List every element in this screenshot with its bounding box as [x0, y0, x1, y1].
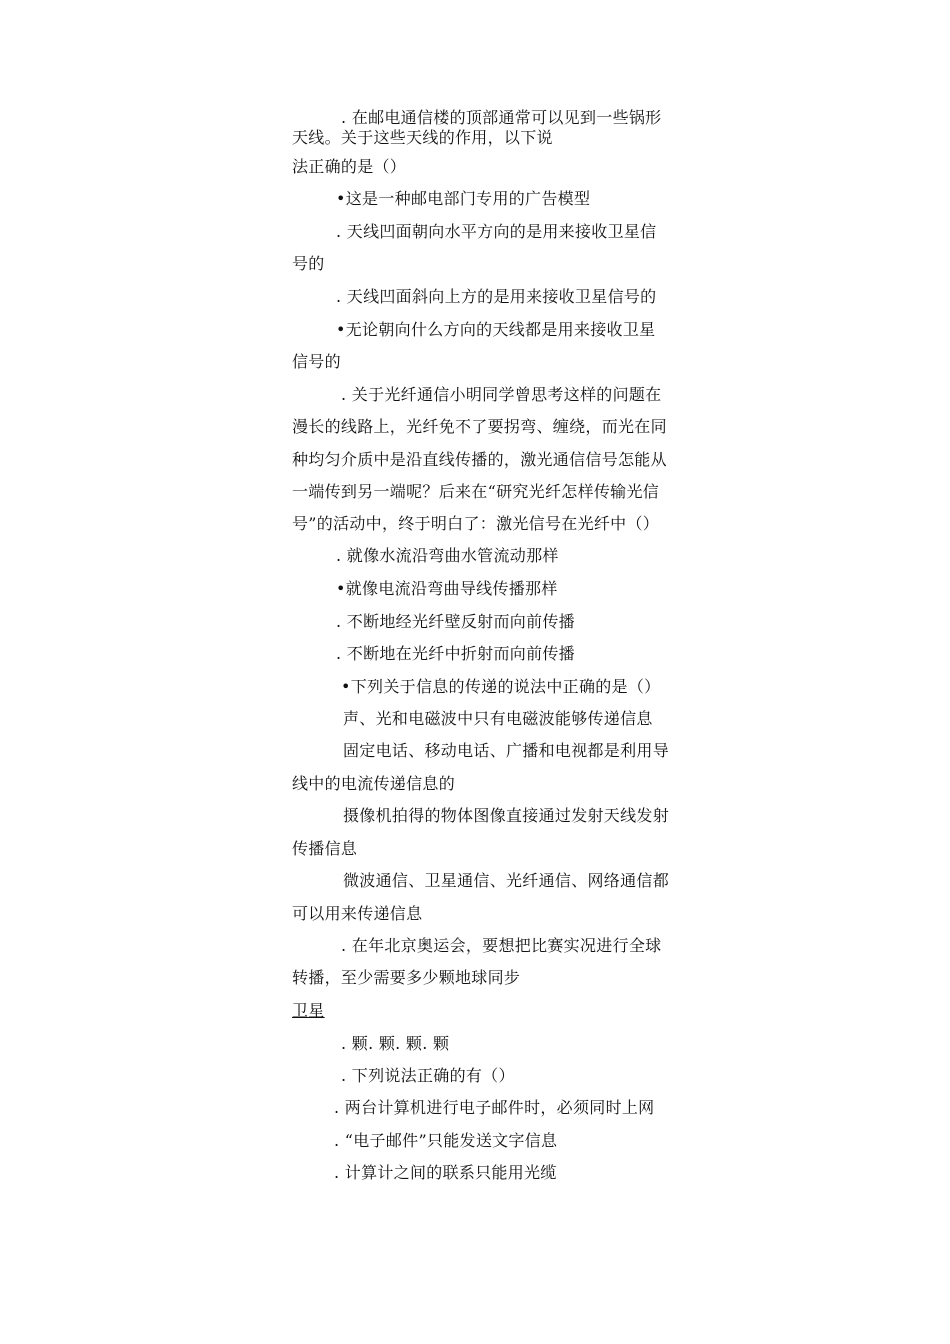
q1-stem-line-2: 天线。关于这些天线的作用，以下说	[292, 128, 553, 147]
q3-option-d-line-2: 可以用来传递信息	[292, 904, 423, 923]
q5-option-c: . 计算计之间的联系只能用光缆	[334, 1163, 557, 1182]
q3-option-b-line-1: 固定电话、移动电话、广播和电视都是利用导	[343, 741, 670, 760]
q2-stem-line-3: 种均匀介质中是沿直线传播的，激光通信信号怎能从	[292, 450, 667, 469]
q2-stem-line-2: 漫长的线路上，光纤免不了要拐弯、缠绕，而光在同	[292, 417, 667, 436]
q2-option-d: . 不断地在光纤中折射而向前传播	[336, 644, 575, 663]
q2-option-b: •就像电流沿弯曲导线传播那样	[336, 579, 558, 598]
q3-option-c-line-1: 摄像机拍得的物体图像直接通过发射天线发射	[343, 806, 670, 825]
q1-option-d-line-1: •无论朝向什么方向的天线都是用来接收卫星	[336, 320, 656, 339]
q4-options: . 颗. 颗. 颗. 颗	[341, 1034, 450, 1053]
q5-option-b: . “电子邮件”只能发送文字信息	[334, 1131, 558, 1150]
q1-option-d-line-2: 信号的	[292, 352, 341, 371]
q3-stem: •下列关于信息的传递的说法中正确的是（）	[341, 677, 661, 696]
q1-option-c: . 天线凹面斜向上方的是用来接收卫星信号的	[336, 287, 657, 306]
q2-stem-line-4: 一端传到另一端呢？后来在“研究光纤怎样传输光信	[292, 482, 660, 501]
q1-stem-line-1: . 在邮电通信楼的顶部通常可以见到一些锅形	[341, 108, 662, 127]
q3-option-c-line-2: 传播信息	[292, 839, 358, 858]
q4-stem-line-3: 卫星	[292, 1001, 325, 1020]
q2-stem-line-5: 号”的活动中，终于明白了：激光信号在光纤中（）	[292, 514, 660, 533]
q3-option-b-line-2: 线中的电流传递信息的	[292, 774, 456, 793]
q1-option-a: •这是一种邮电部门专用的广告模型	[336, 189, 591, 208]
q1-option-b-line-2: 号的	[292, 254, 325, 273]
q5-option-a: . 两台计算机进行电子邮件时，必须同时上网	[334, 1098, 655, 1117]
q1-stem-line-3: 法正确的是（）	[292, 157, 407, 176]
q2-stem-line-1: . 关于光纤通信小明同学曾思考这样的问题在	[341, 385, 662, 404]
q2-option-c: . 不断地经光纤壁反射而向前传播	[336, 612, 575, 631]
q3-option-a: 声、光和电磁波中只有电磁波能够传递信息	[343, 709, 653, 728]
q4-stem-line-1: . 在年北京奥运会，要想把比赛实况进行全球	[341, 936, 662, 955]
q2-option-a: . 就像水流沿弯曲水管流动那样	[336, 546, 559, 565]
q5-stem: . 下列说法正确的有（）	[341, 1066, 515, 1085]
q3-option-d-line-1: 微波通信、卫星通信、光纤通信、网络通信都	[343, 871, 670, 890]
q4-stem-line-2: 转播，至少需要多少颗地球同步	[292, 968, 521, 987]
q1-option-b-line-1: . 天线凹面朝向水平方向的是用来接收卫星信	[336, 222, 657, 241]
